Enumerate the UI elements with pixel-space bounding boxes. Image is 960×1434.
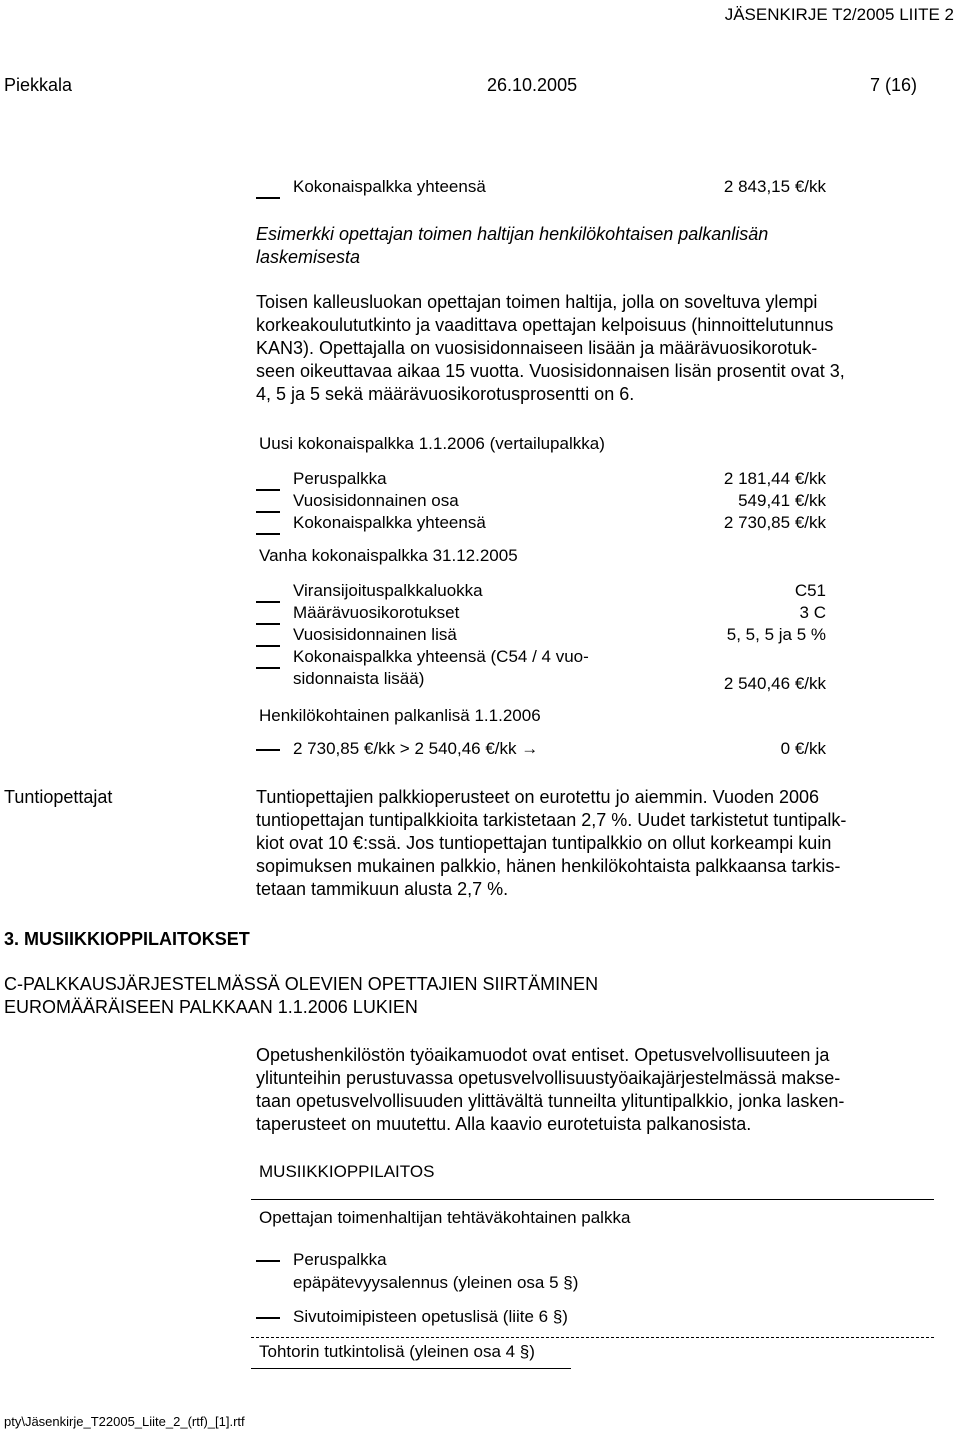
old-salary-total-label-line: Kokonaispalkka yhteensä (C54 / 4 vuo- [293,647,589,666]
old-salary-row-label: Viransijoituspalkkaluokka [293,581,483,600]
diagram-box-label: Opettajan toimenhaltijan tehtäväkohtainen palkka [259,1208,631,1227]
section-body-line: taperusteet on muutettu. Alla kaavio eurotetuista palkanosista. [256,1114,752,1134]
hourly-teachers-line: Tuntiopettajien palkkioperusteet on eurotettu jo aiemmin. Vuoden 2006 [256,787,820,807]
old-salary-row-value: C51 [794,581,826,600]
diagram-item: Sivutoimipisteen opetuslisä (liite 6 §) [293,1307,568,1326]
personal-bonus-heading: Henkilökohtainen palkanlisä 1.1.2006 [259,706,541,725]
date: 26.10.2005 [487,75,578,95]
dash-bullet [256,533,280,535]
old-salary-total-value: 2 540,46 €/kk [723,674,826,693]
document-id: JÄSENKIRJE T2/2005 LIITE 2 [724,5,954,24]
section-body [256,1044,844,1136]
dash-bullet [256,511,280,513]
example-body-line: 4, 5 ja 5 sekä määrävuosikorotusprosentti on 6. [256,384,635,404]
example-body [256,291,845,406]
example-title-line: Esimerkki opettajan toimen haltijan henkilökohtaisen palkanlisän [256,224,769,244]
old-salary-row-label: Määrävuosikorotukset [293,603,460,622]
dash-bullet [256,601,280,603]
dash-bullet [256,489,280,491]
new-salary-row-value: 549,41 €/kk [738,491,826,510]
hourly-teachers-side-label: Tuntiopettajat [4,787,113,807]
section-body-line: taan opetusvelvollisuuden ylittävältä tunneilta ylituntipalkkio, jonka lasken- [256,1091,845,1111]
top-total-label: Kokonaispalkka yhteensä [293,177,486,196]
new-salary-row-label: Vuosisidonnainen osa [293,491,459,510]
example-body-line: korkeakoulututkinto ja vaadittava opettajan kelpoisuus (hinnoittelutunnus [256,315,834,335]
new-salary-row-value: 2 181,44 €/kk [723,469,826,488]
personal-bonus-value: 0 €/kk [780,739,826,758]
old-salary-total-label-line: sidonnaista lisää) [293,669,425,688]
old-salary-row-value: 5, 5, 5 ja 5 % [726,625,826,644]
dash-bullet [256,749,280,751]
new-salary-row-label: Kokonaispalkka yhteensä [293,513,486,532]
hourly-teachers-line: tuntiopettajan tuntipalkkioita tarkistetaan 2,7 %. Uudet tarkistetut tuntipalk- [256,810,847,830]
section-subheading-line: C-PALKKAUSJÄRJESTELMÄSSÄ OLEVIEN OPETTAJIEN SIIRTÄMINEN [4,974,599,994]
diagram-title: MUSIIKKIOPPILAITOS [259,1162,435,1181]
dash-bullet [256,197,280,199]
author: Piekkala [4,75,73,95]
new-salary-row-value: 2 730,85 €/kk [723,513,826,532]
old-salary-heading: Vanha kokonaispalkka 31.12.2005 [259,546,518,565]
section-heading: 3. MUSIIKKIOPPILAITOKSET [4,929,250,949]
hourly-teachers-text [256,786,846,901]
hourly-teachers-line: kiot ovat 10 €:ssä. Jos tuntiopettajan tuntipalkkio on ollut korkeampi kuin [256,833,832,853]
personal-bonus-calc: 2 730,85 €/kk > 2 540,46 €/kk → [293,739,539,758]
section-body-line: Opetushenkilöstön työaikamuodot ovat entiset. Opetusvelvollisuuteen ja [256,1045,830,1065]
hourly-teachers-line: tetaan tammikuun alusta 2,7 %. [256,879,509,899]
diagram-divider [251,1199,934,1200]
diagram-divider [251,1368,571,1369]
section-subheading-line: EUROMÄÄRÄISEEN PALKKAAN 1.1.2006 LUKIEN [4,997,418,1017]
diagram-item-line: Peruspalkka [293,1250,387,1269]
diagram-item-line: epäpätevyysalennus (yleinen osa 5 §) [293,1273,579,1292]
old-salary-row-label: Vuosisidonnainen lisä [293,625,457,644]
dash-bullet [256,1260,280,1262]
page-number: 7 (16) [870,75,918,95]
dash-bullet [256,623,280,625]
diagram-divider [251,1337,934,1338]
example-title [256,223,768,269]
footer-path: pty\Jäsenkirje_T22005_Liite_2_(rtf)_[1].rtf [4,1414,245,1429]
diagram-box-label: Tohtorin tutkintolisä (yleinen osa 4 §) [259,1342,535,1361]
new-salary-row-label: Peruspalkka [293,469,387,488]
old-salary-row-value: 3 C [799,603,826,622]
new-salary-heading: Uusi kokonaispalkka 1.1.2006 (vertailupalkka) [259,434,605,453]
example-body-line: KAN3). Opettajalla on vuosisidonnaiseen lisään ja määrävuosikorotuk- [256,338,818,358]
example-title-line: laskemisesta [256,247,361,267]
section-body-line: ylitunteihin perustuvassa opetusvelvollisuustyöaikajärjestelmässä makse- [256,1068,841,1088]
dash-bullet [256,645,280,647]
section-subheading [4,973,598,1019]
dash-bullet [256,1317,280,1319]
hourly-teachers-line: sopimuksen mukainen palkkio, hänen henkilökohtaista palkkaansa tarkis- [256,856,841,876]
dash-bullet [256,667,280,669]
example-body-line: Toisen kalleusluokan opettajan toimen haltija, jolla on soveltuva ylempi [256,292,818,312]
example-body-line: seen oikeuttavaa aikaa 15 vuotta. Vuosisidonnaisen lisän prosentit ovat 3, [256,361,845,381]
top-total-value: 2 843,15 €/kk [723,177,826,196]
